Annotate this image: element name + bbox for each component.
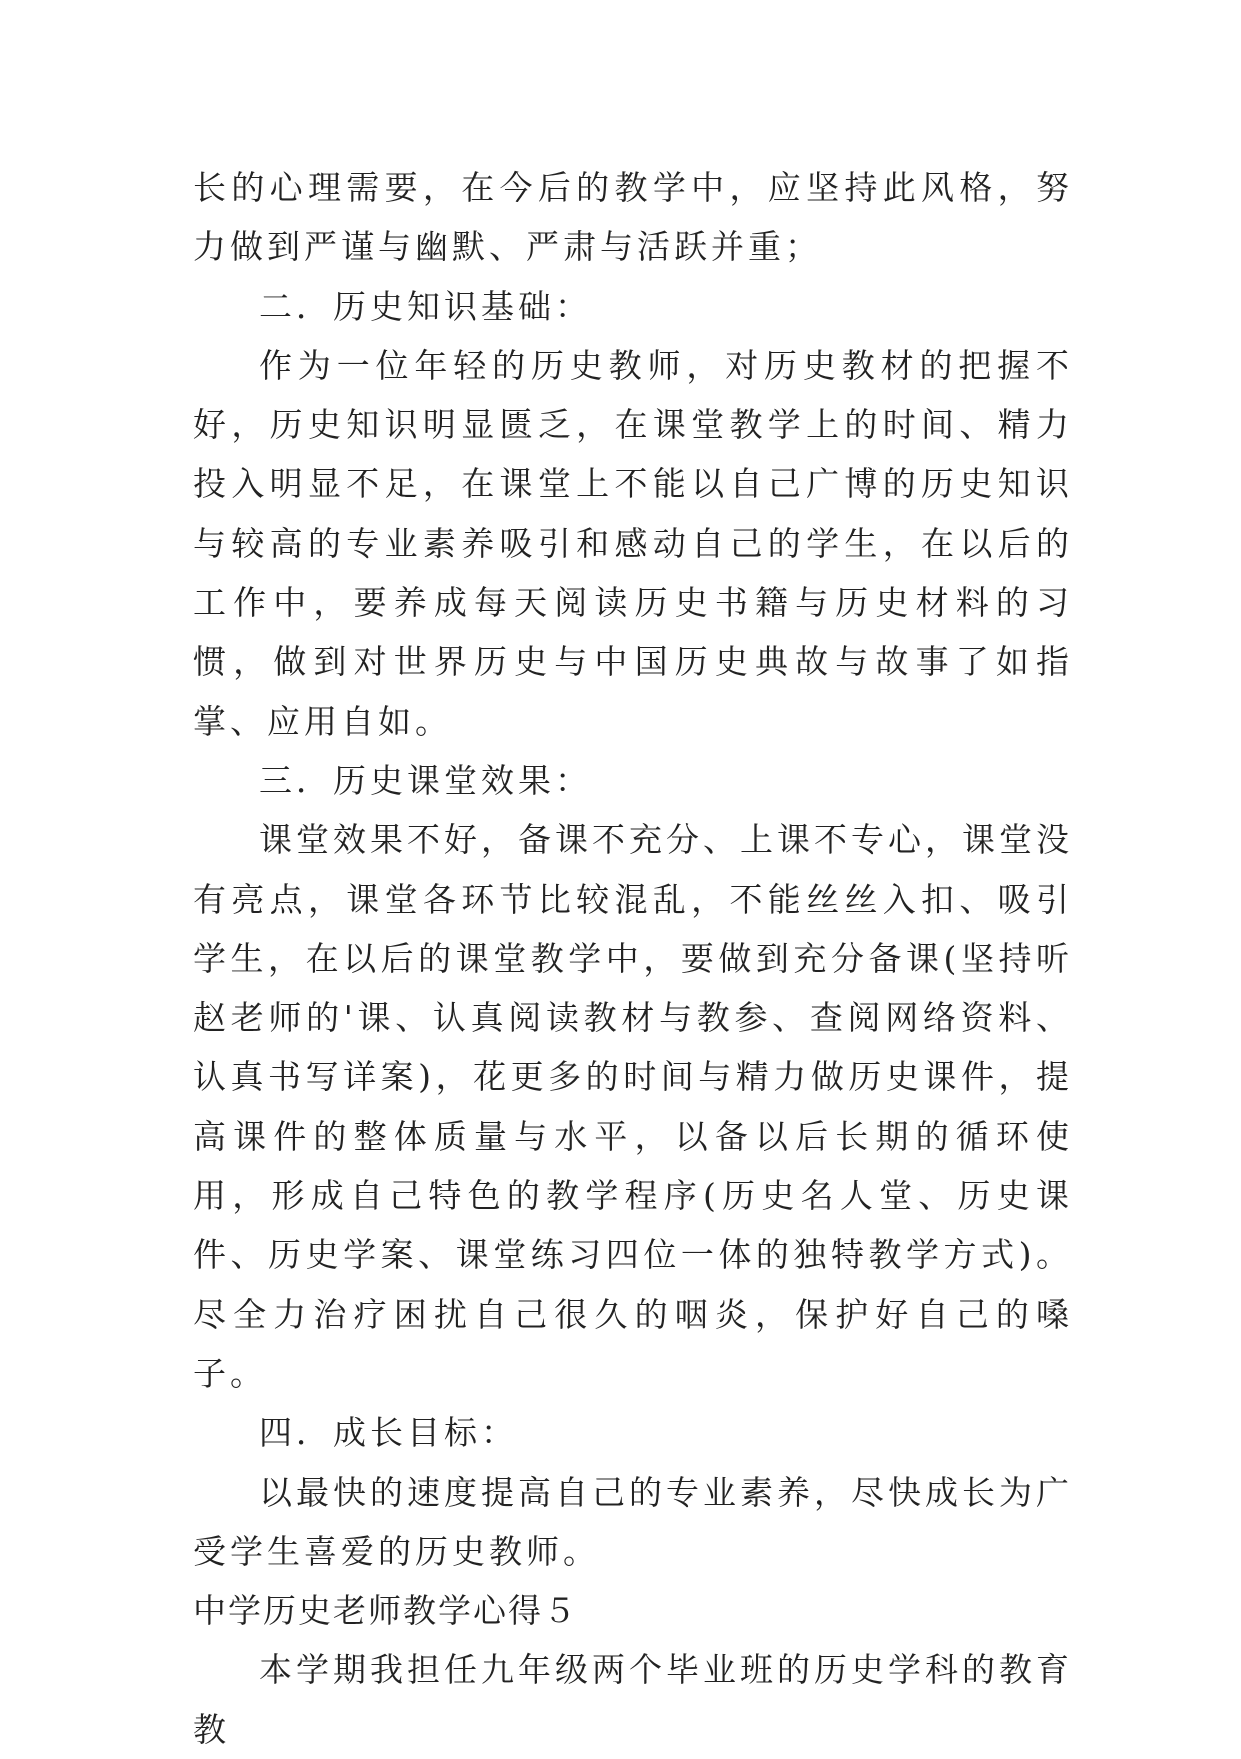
document-body xyxy=(193,158,1073,1759)
paragraph-continued: 长的心理需要，在今后的教学中，应坚持此风格，努力做到严谨与幽默、严肃与活跃并重； xyxy=(193,168,1073,267)
paragraph-new-article-start: 本学期我担任九年级两个毕业班的历史学科的教育教 xyxy=(193,1650,1073,1749)
section-title-classroom-effect: 三．历史课堂效果： xyxy=(259,760,592,800)
article-heading: 中学历史老师教学心得５ xyxy=(193,1591,578,1631)
paragraph-growth-goal: 以最快的速度提高自己的专业素养，尽快成长为广受学生喜爱的历史教师。 xyxy=(193,1472,1073,1571)
section-title-growth-goal: 四．成长目标： xyxy=(259,1413,518,1453)
paragraph-history-knowledge: 作为一位年轻的历史教师，对历史教材的把握不好，历史知识明显匮乏，在课堂教学上的时间、精力投入明显不足，在课堂上不能以自己广博的历史知识与较高的专业素养吸引和感动自己的学生，在以后的工作中，要养成每天阅读历史书籍与历史材料的习惯，做到对世界历史与中国历史典故与故事了如指掌、应用自如。 xyxy=(193,345,1073,741)
section-title-history-knowledge: 二．历史知识基础： xyxy=(259,286,592,326)
paragraph-classroom-effect: 课堂效果不好，备课不充分、上课不专心，课堂没有亮点，课堂各环节比较混乱，不能丝丝入扣、吸引学生，在以后的课堂教学中，要做到充分备课(坚持听赵老师的'课、认真阅读教材与教参、查阅网络资料、认真书写详案)，花更多的时间与精力做历史课件，提高课件的整体质量与水平，以备以后长期的循环使用，形成自己特色的教学程序(历史名人堂、历史课件、历史学案、课堂练习四位一体的独特教学方式)。尽全力治疗困扰自己很久的咽炎，保护好自己的嗓子。 xyxy=(193,820,1073,1393)
